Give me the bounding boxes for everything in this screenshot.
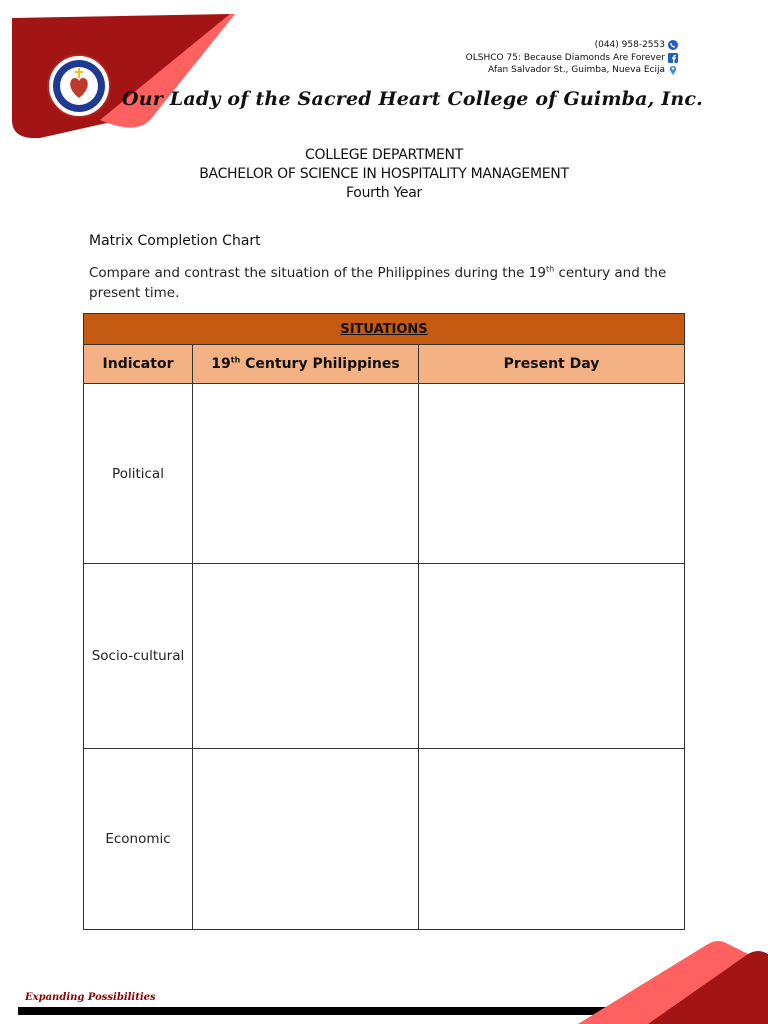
address: Afan Salvador St., Guimba, Nueva Ecija: [488, 65, 665, 75]
col-19th-number: 19: [211, 356, 231, 372]
matrix-completion-table: [83, 313, 685, 930]
activity-title: Matrix Completion Chart: [89, 233, 261, 249]
instruction-text-end: century and the present time.: [89, 265, 667, 301]
tagline: OLSHCO 75: Because Diamonds Are Forever: [465, 52, 665, 63]
col-19th-superscript: th: [230, 355, 241, 365]
col-19th-rest: Century Philippines: [240, 356, 400, 372]
department-heading: [0, 146, 768, 203]
present-day-label: Present Day: [503, 356, 600, 372]
activity-instructions: [89, 263, 679, 303]
school-name: Our Lady of the Sacred Heart College of Guimba, Inc.: [122, 88, 703, 110]
phone-number: (044) 958-2553: [594, 40, 665, 50]
location-pin-icon: [668, 65, 678, 75]
year-level-line: Fourth Year: [346, 185, 422, 201]
address-row: [466, 64, 678, 77]
program-line: BACHELOR OF SCIENCE IN HOSPITALITY MANAGEMENT: [199, 166, 569, 182]
table-row: [84, 564, 685, 749]
answer-cell-economic-present[interactable]: [419, 749, 685, 930]
tagline-row: [466, 52, 678, 65]
table-row: [84, 749, 685, 930]
indicator-label: Indicator: [102, 356, 174, 372]
situations-label: SITUATIONS: [340, 321, 428, 337]
contact-block: [466, 39, 678, 77]
answer-cell-socio-cultural-19th[interactable]: [193, 564, 419, 749]
table-row: [84, 384, 685, 564]
header-banner-shape: [0, 0, 240, 140]
college-seal-logo: [47, 54, 111, 118]
row-label-socio-cultural: Socio-cultural: [84, 564, 193, 749]
row-label-political: Political: [84, 384, 193, 564]
facebook-icon: [668, 53, 678, 63]
column-header-indicator: [84, 345, 193, 384]
department-line: COLLEGE DEPARTMENT: [305, 147, 463, 163]
answer-cell-political-19th[interactable]: [193, 384, 419, 564]
instruction-superscript: th: [545, 264, 555, 274]
situations-header: [84, 314, 685, 345]
answer-cell-economic-19th[interactable]: [193, 749, 419, 930]
answer-cell-political-present[interactable]: [419, 384, 685, 564]
row-label-economic: Economic: [84, 749, 193, 930]
answer-cell-socio-cultural-present[interactable]: [419, 564, 685, 749]
footer-motto: Expanding Possibilities: [25, 992, 156, 1003]
phone-icon: [668, 40, 678, 50]
phone-row: [466, 39, 678, 52]
column-header-present-day: [419, 345, 685, 384]
column-header-19th-century: [193, 345, 419, 384]
instruction-text-start: Compare and contrast the situation of the Philippines during the 19: [89, 265, 546, 281]
footer-corner-shape: [558, 924, 768, 1024]
